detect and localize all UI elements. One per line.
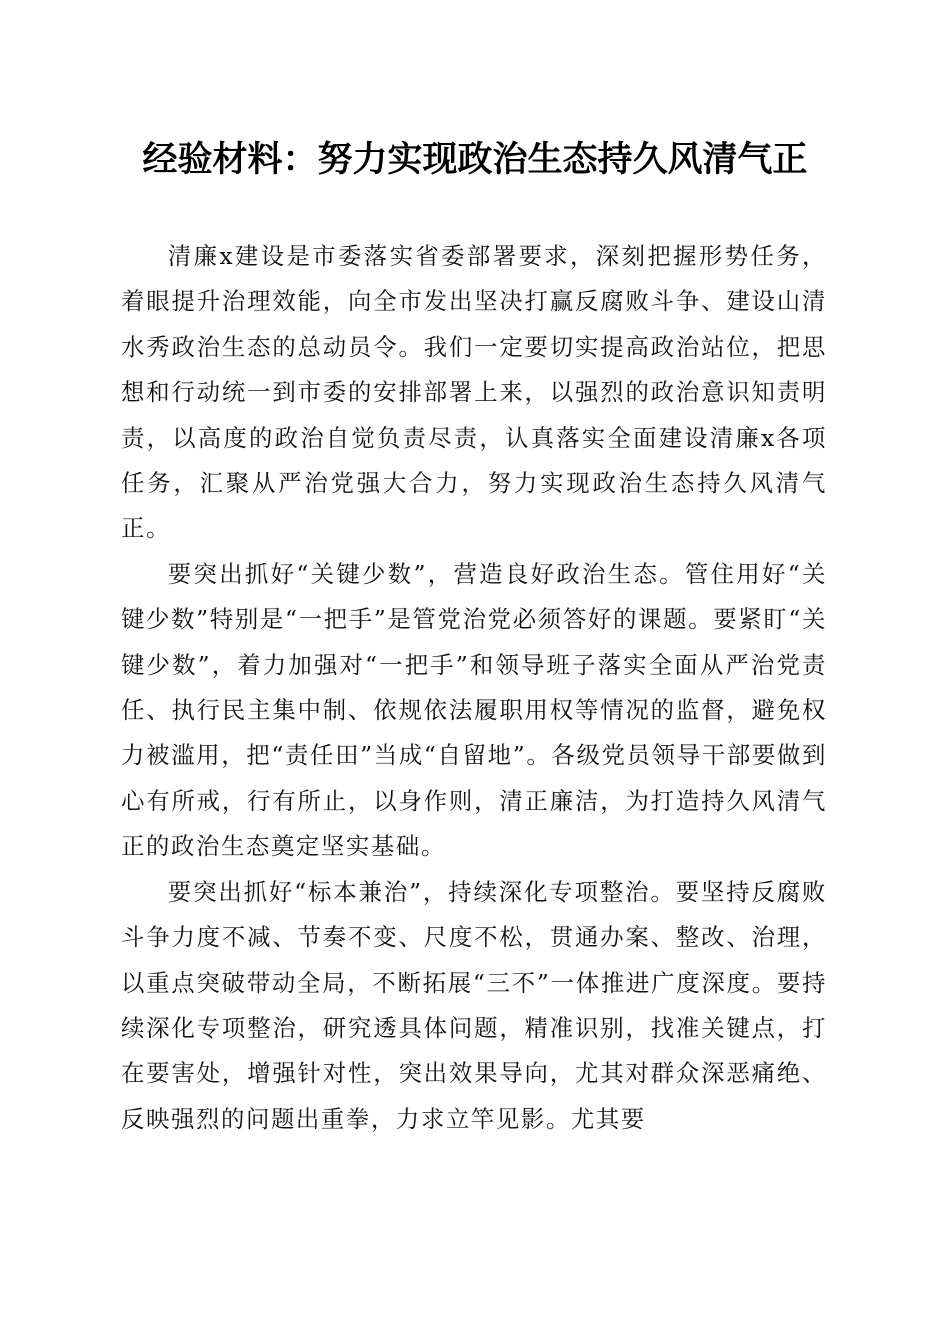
document-body [121, 234, 827, 1142]
paragraph: 要突出抓好“关键少数”，营造良好政治生态。管住用好“关键少数”特别是“一把手”是管党治党必须答好的课题。要紧盯“关键少数”，着力加强对“一把手”和领导班子落实全面从严治党责任、执行民主集中制、依规依法履职用权等情况的监督，避免权力被滥用，把“责任田”当成“自留地”。各级党员领导干部要做到心有所戒，行有所止，以身作则，清正廉洁，为打造持久风清气正的政治生态奠定坚实基础。 [121, 559, 827, 861]
paragraph: 清廉x建设是市委落实省委部署要求，深刻把握形势任务，着眼提升治理效能，向全市发出坚决打赢反腐败斗争、建设山清水秀政治生态的总动员令。我们一定要切实提高政治站位，把思想和行动统一到市委的安排部署上来，以强烈的政治意识知责明责，以高度的政治自觉负责尽责，认真落实全面建设清廉x各项任务，汇聚从严治党强大合力，努力实现政治生态持久风清气正。 [121, 242, 827, 543]
document-title: 经验材料：努力实现政治生态持久风清气正 [142, 139, 808, 180]
paragraph: 要突出抓好“标本兼治”，持续深化专项整治。要坚持反腐败斗争力度不减、节奏不变、尺度不松，贯通办案、整改、治理，以重点突破带动全局，不断拓展“三不”一体推进广度深度。要持续深化专项整治，研究透具体问题，精准识别，找准关键点，打在要害处，增强针对性，突出效果导向，尤其对群众深恶痛绝、反映强烈的问题出重拳，力求立竿见影。尤其要 [121, 877, 827, 1133]
